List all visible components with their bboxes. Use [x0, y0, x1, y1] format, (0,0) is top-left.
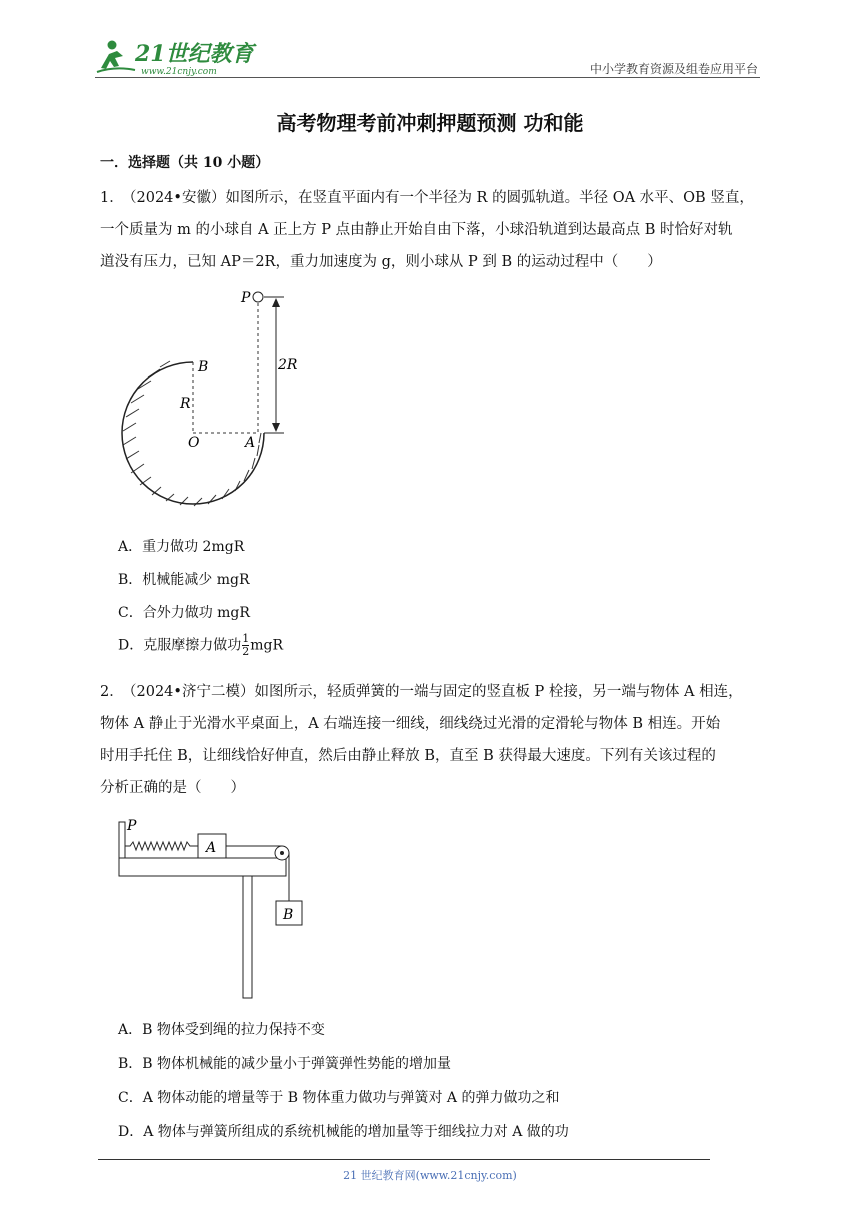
label-o: O — [188, 435, 200, 451]
ball-p — [253, 292, 263, 302]
vertical-plate — [119, 822, 125, 858]
question-line: 物体 A 静止于光滑水平桌面上，A 右端连接一细线，细线绕过光滑的定滑轮与物体 B 相连。开始 — [100, 716, 721, 732]
table-leg — [243, 876, 252, 998]
q2-option-d: D．A 物体与弹簧所组成的系统机械能的增加量等于细线拉力对 A 做的功 — [118, 1124, 569, 1140]
logo-text: 21世纪教育 — [135, 41, 254, 67]
question-2-figure — [116, 814, 306, 1004]
question-line: 时用手托住 B，让细线恰好伸直，然后由静止释放 B，直至 B 获得最大速度。下列有关该过程的 — [100, 748, 716, 764]
header-divider — [95, 77, 760, 78]
footer-divider — [98, 1159, 710, 1160]
footer-link[interactable]: 21 世纪教育网(www.21cnjy.com) — [343, 1169, 517, 1182]
label-p: P — [241, 290, 251, 306]
label-2r: 2R — [278, 357, 298, 373]
q1-option-d-prefix: D．克服摩擦力做功 — [118, 637, 242, 654]
label-b: B — [283, 907, 294, 923]
question-number: 2． — [100, 684, 124, 700]
question-2-text — [100, 676, 765, 804]
label-r: R — [180, 396, 191, 412]
question-line: 道没有压力，已知 AP＝2R，重力加速度为 g，则小球从 P 到 B 的运动过程中（ ） — [100, 254, 662, 270]
table-top — [119, 858, 286, 876]
label-p: P — [127, 818, 137, 834]
page-header — [95, 30, 760, 80]
q1-option-a: A．重力做功 2mgR — [118, 539, 245, 555]
q1-option-d-suffix: mgR — [250, 637, 284, 654]
page-title: 高考物理考前冲刺押题预测 功和能 — [276, 111, 584, 135]
q1-option-d — [118, 633, 283, 658]
site-logo — [95, 36, 265, 78]
section-heading: 一．选择题（共 10 小题） — [100, 155, 270, 171]
question-line: （2024•济宁二模）如图所示，轻质弹簧的一端与固定的竖直板 P 栓接，另一端与物体 A 相连， — [122, 684, 743, 700]
fraction-denominator: 2 — [242, 645, 250, 658]
fraction — [242, 633, 249, 658]
question-line: 分析正确的是（ ） — [100, 780, 245, 796]
label-a: A — [206, 840, 217, 856]
q1-option-b: B．机械能减少 mgR — [118, 572, 250, 588]
fraction-numerator: 1 — [242, 632, 250, 645]
spring — [125, 842, 198, 850]
q1-option-c: C．合外力做功 mgR — [118, 605, 250, 621]
question-line: 一个质量为 m 的小球自 A 正上方 P 点由静止开始自由下落，小球沿轨道到达最高点 B 时恰好对轨 — [100, 222, 733, 238]
question-line: （2024•安徽）如图所示，在竖直平面内有一个半径为 R 的圆弧轨道。半径 OA 水平、OB 竖直， — [122, 190, 754, 206]
header-platform-text: 中小学教育资源及组卷应用平台 — [589, 62, 758, 76]
label-b: B — [198, 359, 209, 375]
label-a: A — [245, 435, 256, 451]
question-1-figure — [118, 287, 298, 512]
q2-option-b: B．B 物体机械能的减少量小于弹簧弹性势能的增加量 — [118, 1056, 452, 1072]
question-1-text — [100, 182, 765, 278]
q2-option-c: C．A 物体动能的增量等于 B 物体重力做功与弹簧对 A 的弹力做功之和 — [118, 1090, 560, 1106]
question-number: 1． — [100, 190, 124, 206]
q2-option-a: A．B 物体受到绳的拉力保持不变 — [118, 1022, 325, 1038]
logo-url: www.21cnjy.com — [141, 67, 217, 77]
